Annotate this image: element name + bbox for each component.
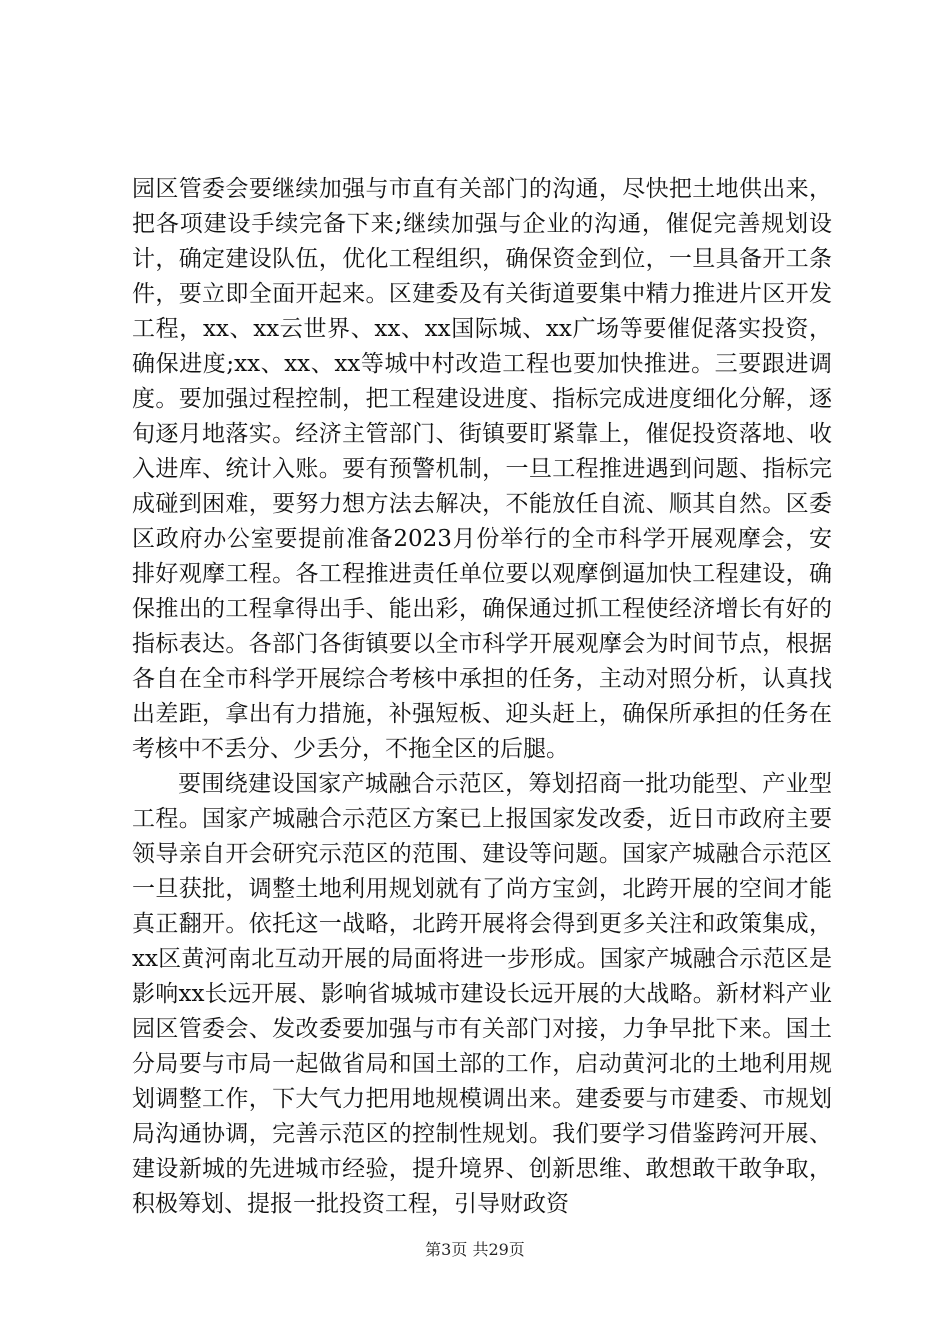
paragraph-continued: 园区管委会要继续加强与市直有关部门的沟通，尽快把土地供出来，把各项建设手续完备下来;继续加强与企业的沟通，催促完善规划设计，确定建设队伍，优化工程组织，确保资金到位，一旦具备开工条件，要立即全面开起来。区建委及有关街道要集中精力推进片区开发工程，xx、xx云世界、xx、xx国际城、xx广场等要催促落实投资，确保进度;xx、xx、xx等城中村改造工程也要加快推进。三要跟进调度。要加强过程控制，把工程建设进度、指标完成进度细化分解，逐旬逐月地落实。经济主管部门、街镇要盯紧靠上，催促投资落地、收入进库、统计入账。要有预警机制，一旦工程推进遇到问题、指标完成碰到困难，要努力想方法去解决，不能放任自流、顺其自然。区委区政府办公室要提前准备2023月份举行的全市科学开展观摩会，安排好观摩工程。各工程推进责任单位要以观摩倒逼加快工程建设，确保推出的工程拿得出手、能出彩，确保通过抓工程使经济增长有好的指标表达。各部门各街镇要以全市科学开展观摩会为时间节点，根据各自在全市科学开展综合考核中承担的任务，主动对照分析，认真找出差距，拿出有力措施，补强短板、迎头赶上，确保所承担的任务在考核中不丢分、少丢分，不拖全区的后腿。	[132, 176, 832, 762]
document-body	[132, 172, 832, 1222]
paragraph-industry-city-zone: 要围绕建设国家产城融合示范区，筹划招商一批功能型、产业型工程。国家产城融合示范区方案已上报国家发改委，近日市政府主要领导亲自开会研究示范区的范围、建设等问题。国家产城融合示范区一旦获批，调整土地利用规划就有了尚方宝剑，北跨开展的空间才能真正翻开。依托这一战略，北跨开展将会得到更多关注和政策集成，xx区黄河南北互动开展的局面将进一步形成。国家产城融合示范区是影响xx长远开展、影响省城城市建设长远开展的大战略。新材料产业园区管委会、发改委要加强与市有关部门对接，力争早批下来。国土分局要与市局一起做省局和国土部的工作，启动黄河北的土地利用规划调整工作，下大气力把用地规模调出来。建委要与市建委、市规划局沟通协调，完善示范区的控制性规划。我们要学习借鉴跨河开展、建设新城的先进城市经验，提升境界、创新思维、敢想敢干敢争取，积极筹划、提报一批投资工程，引导财政资	[132, 771, 832, 1217]
page-footer: 第3页 共29页	[425, 1240, 525, 1259]
